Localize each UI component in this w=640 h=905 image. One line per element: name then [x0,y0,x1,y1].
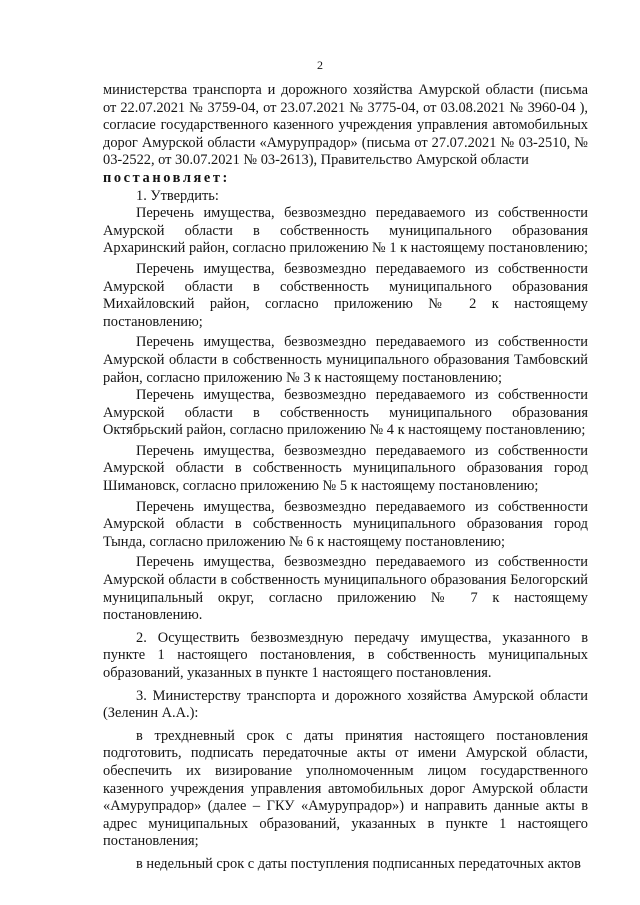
paragraph-list-arkhara: Перечень имущества, безвозмездно передаваемого из собственности Амурской области в собственность муниципального образования Архаринский район, согласно приложению № 1 к настоящему постановлению; [103,205,588,257]
paragraph-item-2: 2. Осуществить безвозмездную передачу имущества, указанного в пункте 1 настоящего постановления, в собственность муниципальных образований, указанных в пункте 1 настоящего постановления. [103,629,588,681]
paragraph-item-3: 3. Министерству транспорта и дорожного хозяйства Амурской области (Зеленин А.А.): [103,687,588,722]
paragraph-list-shimanovsk: Перечень имущества, безвозмездно передаваемого из собственности Амурской области в собственность муниципального образования город Шимановск, согласно приложению № 5 к настоящему постановлению; [103,442,588,495]
paragraph-list-mikhailovsky: Перечень имущества, безвозмездно передаваемого из собственности Амурской области в собственность муниципального образования Михайловский район, согласно приложению № 2 к настоящему постановлению; [103,260,588,330]
page-number: 2 [317,58,323,72]
paragraph-preamble: министерства транспорта и дорожного хозяйства Амурской области (письма от 22.07.2021 № 3759-04, от 23.07.2021 № 3775-04, от 03.08.2021 № 3960-04 ), согласие государственного казенного учреждения управления автомобильных дорог Амурской области «Амурупрадор» (письма от 27.07.2021 № 03-2510, № 03-2522, от 30.07.2021 № 03-2613), Правительство Амурской области [103,82,588,169]
paragraph-list-oktyabrsky: Перечень имущества, безвозмездно передаваемого из собственности Амурской области в собственность муниципального образования Октябрьский район, согласно приложению № 4 к настоящему постановлению; [103,387,588,439]
document-body [103,82,588,874]
paragraph-item-1: 1. Утвердить: [136,187,219,204]
paragraph-list-tynda: Перечень имущества, безвозмездно передаваемого из собственности Амурской области в собственность муниципального образования город Тында, согласно приложению № 6 к настоящему постановлению; [103,498,588,550]
paragraph-resolves: постановляет: [103,169,230,186]
paragraph-item-3-sub-1: в трехдневный срок с даты принятия настоящего постановления подготовить, подписать передаточные акты от имени Амурской области, обеспечить их визирование уполномоченным лицом государственного казенного учреждения управления автомобильных дорог Амурской области «Амурупрадор» (далее – ГКУ «Амурупрадор») и направить данные акты в адрес муниципальных образований, указанных в пункте 1 настоящего постановления; [103,727,588,850]
paragraph-list-tambovsky: Перечень имущества, безвозмездно передаваемого из собственности Амурской области в собственность муниципального образования Тамбовский район, согласно приложению № 3 к настоящему постановлению; [103,334,588,386]
paragraph-item-3-sub-2: в недельный срок с даты поступления подписанных передаточных актов [136,855,581,872]
paragraph-list-belogorsky: Перечень имущества, безвозмездно передаваемого из собственности Амурской области в собственность муниципального образования Белогорский муниципальный округ, согласно приложению № 7 к настоящему постановлению. [103,554,588,624]
